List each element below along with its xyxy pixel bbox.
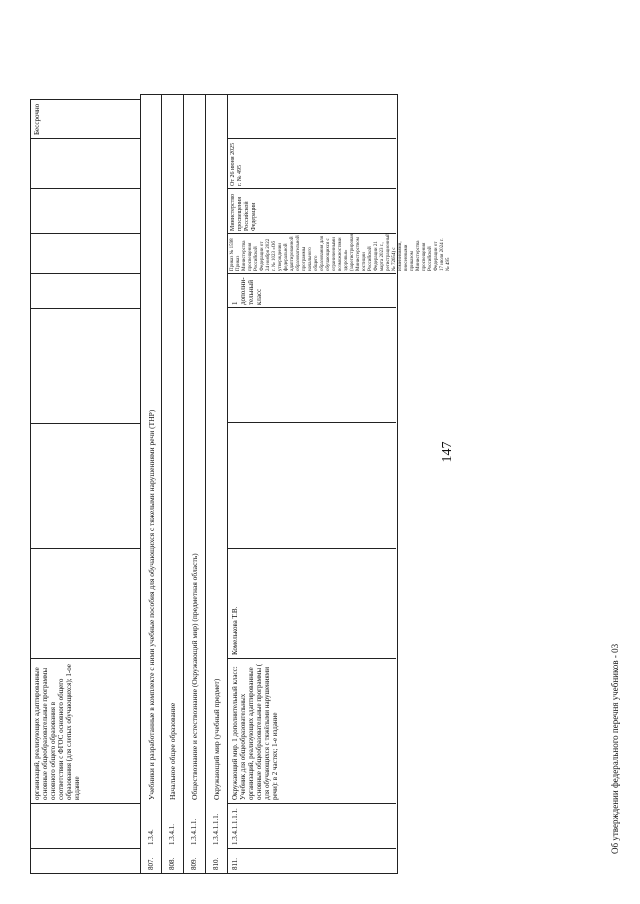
entry-valid: От 26 июня 2025 г. № 495 [228, 138, 396, 188]
cell-empty [30, 549, 140, 659]
cell-empty [30, 424, 140, 549]
entry-publisher: Министерство просвещения Российской Федерации [228, 188, 396, 233]
table-row: 810. 1.3.4.1.1.1. Окружающий мир (учебный предмет) [206, 94, 228, 874]
top-title-text: организаций, реализующих адаптированные основные общеобразовательные программы основного общего образования в соответствии с ФГОС основного общего образования (для слепых обучающихся); 1-ое издание [33, 664, 81, 800]
table-row: 807. 1.3.4. Учебники и разработанные в комплекте с ними учебные пособия для обучающихся с тяжелыми нарушениями речи (ТНР) [140, 94, 162, 874]
cell-empty [30, 139, 140, 189]
table-row: 808. 1.3.4.1. Начальное общее образование [162, 94, 184, 874]
page-number: 147 [440, 441, 455, 463]
footer-text: Об утверждении федерального перечня учебников - 03 [610, 643, 620, 854]
entry-num: 811. [228, 848, 396, 873]
cell-empty [228, 307, 396, 423]
validity-text: Бессрочно [33, 103, 41, 135]
entry-title: Окружающий мир. 1 дополнительный класс: Учебник для общеобразовательных организаций, реализующих адаптированные основные общеобразовательные программы ( для обучающихся с тяжёлыми нарушениями речи): в 2 частях; 1-е издание [228, 658, 396, 803]
entry-grade: 1 дополни-тельный класс [228, 273, 396, 308]
cell-num-empty [30, 849, 140, 874]
cell-empty [228, 422, 396, 548]
cell-empty [30, 189, 140, 234]
entry-author: Комелькова Т.В. [228, 548, 396, 658]
cell-empty [30, 309, 140, 424]
top-extra-cell [30, 99, 140, 139]
cell-code-empty [30, 804, 140, 849]
cell-empty [30, 234, 140, 274]
entry-code: 1.3.4.1.1.1.1. [228, 803, 396, 848]
table-row: 809. 1.3.4.1.1. Обществознание и естествознание (Окружающий мир) (предметная область) [184, 94, 206, 874]
top-title-cell [30, 659, 140, 804]
cell-empty [30, 274, 140, 309]
entry-order: Приказ № 1598 Приказ Министерства просвещения Российской Федерации от 24 ноября 2022 г. № 1023 «Об утверждении федеральной адаптированной образовательной программы начального общего образования для обучающихся с ограниченными возможностями здоровья» (зарегистрирован Министерством юстиции Российской Федерации 21 марта 2023 г., регистрационный № 72654) с изменениями, внесенными приказом Министерства просвещения Российской Федерации от 17 июля 2024 г. № 495 [230, 233, 451, 271]
